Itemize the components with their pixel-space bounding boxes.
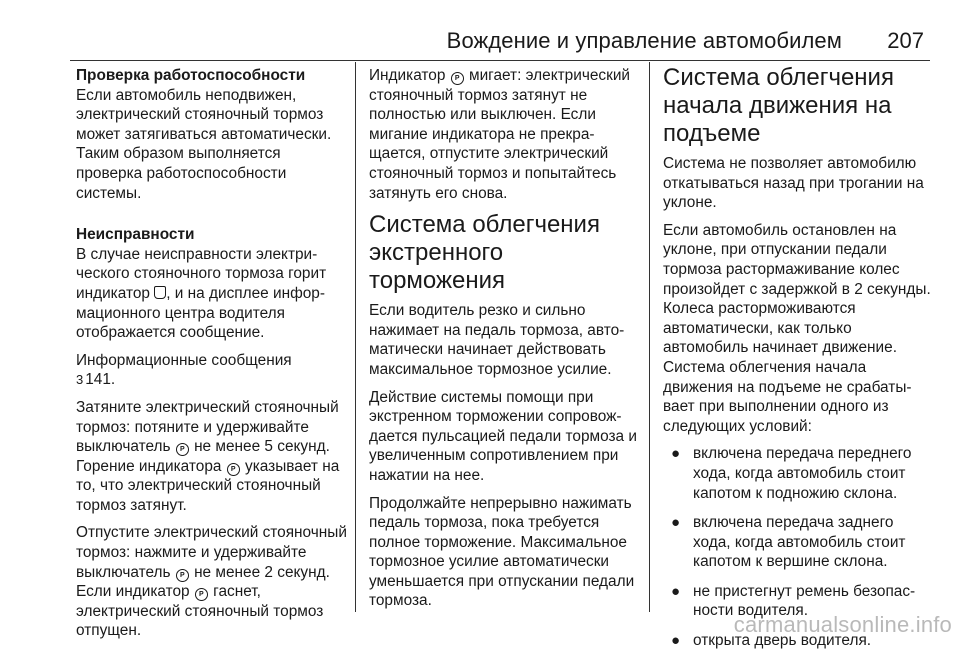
watermark: carmanualsonline.info (733, 612, 952, 637)
emergency-text: Если водитель резко и сильно нажимает на педаль тормоза, автоматически начинает действовать максимальное тормозное усилие. (369, 302, 625, 378)
parking-brake-icon: P (451, 72, 464, 85)
bullet-icon: ● (671, 632, 681, 650)
bullet-icon: ● (671, 582, 681, 600)
release-paragraph (76, 523, 348, 641)
blink-text-1: Индикатор (369, 67, 446, 84)
header-rule (70, 60, 930, 61)
release-text-3: гаснет, электрический стояночный тормоз отпущен. (76, 583, 324, 640)
apply-text-1: Затяните электрический стояночный тормоз: потяните и удерживайте выключатель (76, 398, 339, 456)
check-text: Если автомобиль неподвижен, электрический стояночный тормоз может затягиваться автоматически. Таким образом выполняется проверка работоспособности системы. (76, 86, 332, 202)
hill-heading: Система облегчения начала движения на подъеме (663, 64, 894, 147)
release-text-2: не менее 2 секунд. Если индикатор (76, 563, 330, 601)
page-number: 207 (887, 28, 924, 53)
bullet-icon: ● (671, 514, 681, 532)
list-item (663, 444, 933, 503)
apply-text-3: указывает на то, что электрический стояночный тормоз затянут. (76, 457, 340, 514)
continue-text: Продолжайте непрерывно нажимать педаль тормоза, пока требуется полное торможение. Максимальное тормозное усилие автоматически уменьшается при отпускании педали тормоза. (369, 494, 635, 610)
service-indicator-icon (154, 286, 166, 299)
condition-text: открыта дверь водителя. (693, 632, 872, 650)
page-header (70, 22, 930, 58)
column-3 (663, 66, 933, 661)
blink-paragraph (369, 66, 637, 203)
check-heading: Проверка работоспособности (76, 67, 306, 84)
parking-brake-icon: P (227, 463, 240, 476)
condition-text: включена передача заднего хода, когда автомобиль стоит капотом к вершине склона. (693, 514, 906, 571)
column-divider-right (649, 62, 650, 612)
apply-text-2: не менее 5 секунд. Горение индикатора (76, 438, 330, 475)
fault-text-1: В случае неисправности электрического стояночного тормоза горит индикатор (76, 245, 327, 302)
column-1 (76, 66, 348, 649)
apply-paragraph (76, 398, 348, 516)
info-ref[interactable]: 141. (85, 371, 116, 389)
condition-text: не пристегнут ремень безопасности водителя. (693, 582, 916, 620)
stop-text: Если автомобиль остановлен на уклоне, при отпускании педали тормоза растормаживание колес произойдет с задержкой в 2 секунды. Колеса расторможиваются автоматически, как только автомобиль начинает движение. Система облегчения начала движения на подъеме не срабатывает при выполнении одного из следующих условий: (663, 221, 931, 435)
parking-brake-icon: P (176, 569, 189, 582)
column-divider-left (355, 62, 356, 612)
fault-text-2: , и на дисплее информационного центра водителя отображается сообщение. (76, 284, 326, 342)
info-paragraph (76, 351, 348, 390)
list-item (663, 513, 933, 572)
bullet-icon: ● (671, 445, 681, 463)
spacer (76, 211, 348, 225)
info-text: Информационные сообщения (76, 351, 292, 369)
hill-text: Система не позволяет автомобилю откатываться назад при трогании на уклоне. (663, 155, 924, 212)
action-text: Действие системы помощи при экстренном торможении сопровождается пульсацией педали тормоза и увеличенным сопротивлением при нажатии на нее. (369, 388, 637, 484)
release-text-1: Отпустите электрический стояночный тормоз: нажмите и удерживайте выключатель (76, 524, 347, 581)
column-2 (369, 66, 637, 619)
fault-heading: Неисправности (76, 226, 195, 244)
parking-brake-icon: P (176, 443, 189, 456)
fault-paragraph (76, 245, 348, 343)
reference-arrow-icon: 3 (76, 372, 84, 388)
emergency-heading: Система облегчения экстренного торможения (369, 211, 600, 295)
page-title: Вождение и управление автомобилем (446, 28, 842, 53)
condition-text: включена передача переднего хода, когда автомобиль стоит капотом к подножию склона. (693, 445, 912, 502)
parking-brake-icon: P (195, 588, 208, 601)
blink-text-2: мигает: электрический стояночный тормоз затянут не полностью или выключен. Если мигание индикатора не прекращается, отпустите электрический стояночный тормоз и попытайтесь затянуть его снова. (369, 67, 631, 202)
